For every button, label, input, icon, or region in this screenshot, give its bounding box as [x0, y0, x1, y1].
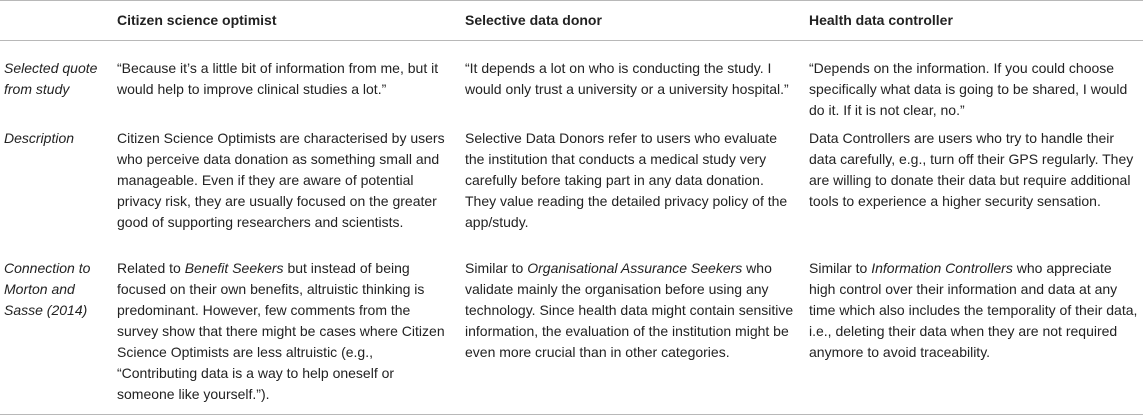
cell-text: but instead of being focused on their own benefits, altruistic thinking is predominant. However, few comments from the survey show that there might be cases where Citizen Science Optimists are less altruistic (e.g., “Contributing data is a way to help oneself or someone like yourself.”).: [117, 260, 445, 402]
cell-text: Similar to: [809, 260, 872, 276]
cell-emphasis: Benefit Seekers: [184, 260, 284, 276]
row-label-connection: Connection to Morton and Sasse (2014): [4, 260, 91, 318]
table-cell: Selective Data Donors refer to users who evaluate the institution that conducts a medical study very carefully before taking part in any data donation. They value reading the detailed privacy policy of the app/study.: [465, 130, 788, 230]
cell-emphasis: Organisational Assurance Seekers: [527, 260, 743, 276]
table-cell: “It depends a lot on who is conducting the study. I would only trust a university or a university hospital.”: [465, 60, 789, 97]
table-cell: “Because it’s a little bit of information from me, but it would help to improve clinical studies a lot.”: [117, 60, 439, 97]
row-label-selected-quote: Selected quote from study: [4, 60, 98, 97]
table-cell: [809, 258, 1139, 363]
table-cell: “Depends on the information. If you could choose specifically what data is going to be shared, I would do it. If it is not clear, no.”: [809, 60, 1128, 118]
cell-text: who validate mainly the organisation before using any technology. Since health data might contain sensitive information, the evaluation of the institution might be even more crucial than in other categories.: [465, 260, 794, 360]
table-cell: Data Controllers are users who try to handle their data carefully, e.g., turn off their GPS regularly. They are willing to donate their data but require additional tools to experience a higher security sensation.: [809, 130, 1134, 209]
cell-emphasis: Information Controllers: [871, 260, 1013, 276]
column-header-citizen-science-optimist: Citizen science optimist: [117, 12, 277, 28]
row-label-description: Description: [4, 130, 75, 146]
cell-text: Similar to: [465, 260, 528, 276]
table-cell: [465, 258, 795, 363]
table-cell: Citizen Science Optimists are characterised by users who perceive data donation as something small and manageable. Even if they are aware of potential privacy risk, they are usually focused on the greater good of supporting researchers and scientists.: [117, 130, 445, 230]
column-header-selective-data-donor: Selective data donor: [465, 12, 602, 28]
table-cell: [117, 258, 447, 405]
column-header-health-data-controller: Health data controller: [809, 12, 953, 28]
cell-text: Related to: [117, 260, 185, 276]
table-top-rule: [0, 0, 1143, 1]
table-bottom-rule: [0, 414, 1143, 415]
table-header-rule: [0, 40, 1143, 41]
cell-text: who appreciate high control over their information and data at any time which also includes the temporality of their data, i.e., deleting their data when they are not required anymore to avoid traceability.: [809, 260, 1138, 360]
